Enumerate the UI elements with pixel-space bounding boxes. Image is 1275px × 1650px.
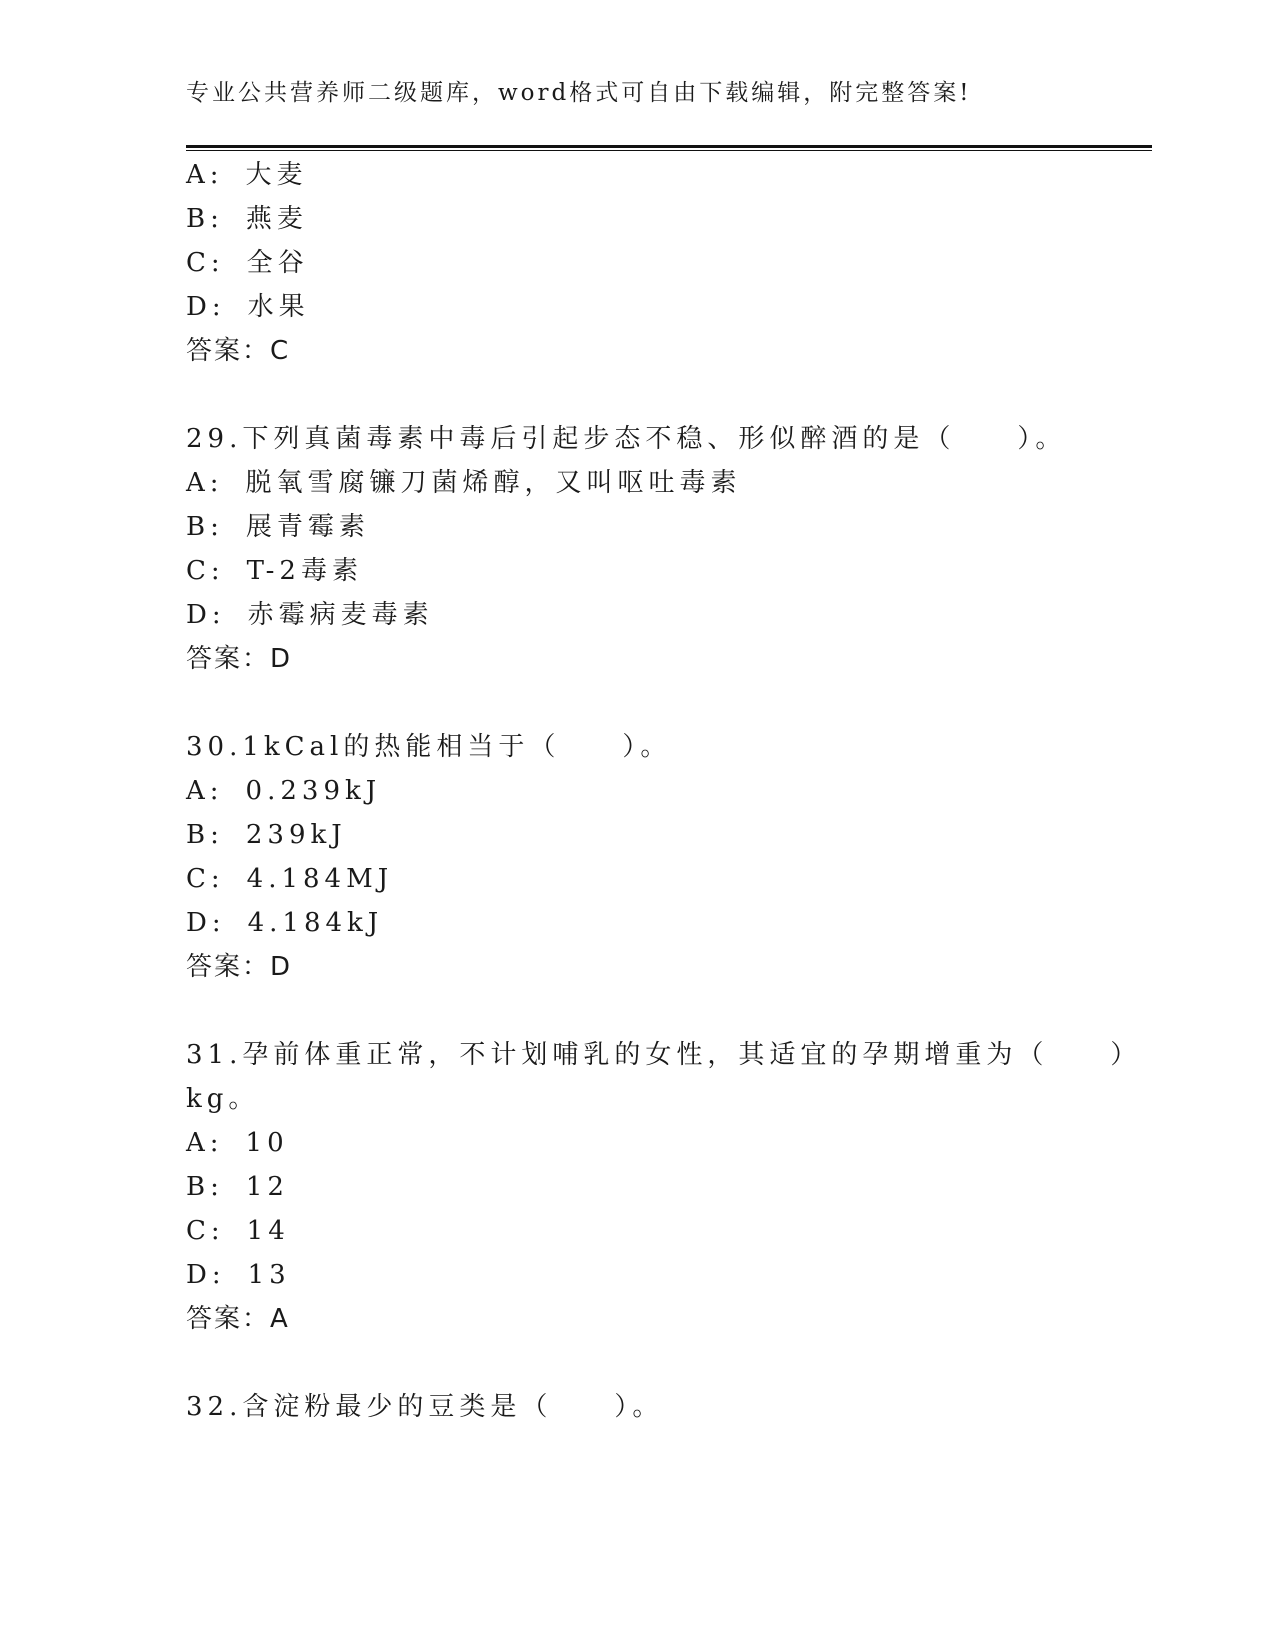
q31-option-c xyxy=(186,1214,290,1248)
option-letter: B: xyxy=(186,1172,224,1202)
option-letter: C: xyxy=(186,864,225,894)
q31-option-a xyxy=(186,1126,289,1160)
header-rule xyxy=(186,145,1152,148)
q31-stem-continued: kg。 xyxy=(186,1084,260,1114)
q30-option-c xyxy=(186,862,393,896)
option-letter: D: xyxy=(186,600,226,630)
option-text: 13 xyxy=(247,1260,291,1290)
prev-option-b xyxy=(186,202,308,236)
q30-option-d xyxy=(186,906,383,940)
option-text: 10 xyxy=(245,1128,289,1158)
option-text: T-2毒素 xyxy=(246,556,363,586)
option-text: 大麦 xyxy=(245,160,308,190)
q31-stem: 31.孕前体重正常，不计划哺乳的女性，其适宜的孕期增重为（ ） xyxy=(186,1040,1142,1070)
option-text: 12 xyxy=(245,1172,289,1202)
q29-option-b xyxy=(186,510,370,544)
option-text: 全谷 xyxy=(246,248,309,278)
option-text: 4.184kJ xyxy=(247,908,384,938)
option-text: 燕麦 xyxy=(245,204,308,234)
option-text: 展青霉素 xyxy=(245,512,370,542)
prev-answer: 答案：C xyxy=(186,336,291,366)
option-text: 14 xyxy=(246,1216,290,1246)
option-letter: A: xyxy=(186,1128,224,1158)
option-letter: C: xyxy=(186,556,225,586)
option-letter: A: xyxy=(186,468,224,498)
q29-option-d xyxy=(186,598,434,632)
option-letter: C: xyxy=(186,248,225,278)
option-text: 水果 xyxy=(247,292,310,322)
option-letter: D: xyxy=(186,908,226,938)
option-letter: B: xyxy=(186,512,224,542)
q30-option-a xyxy=(186,774,381,808)
option-text: 239kJ xyxy=(245,820,347,850)
option-letter: C: xyxy=(186,1216,225,1246)
option-letter: B: xyxy=(186,820,224,850)
q29-answer: 答案：D xyxy=(186,644,293,674)
q31-option-b xyxy=(186,1170,289,1204)
option-text: 赤霉病麦毒素 xyxy=(247,600,434,630)
option-text: 4.184MJ xyxy=(246,864,394,894)
q32-stem: 32.含淀粉最少的豆类是（ ）。 xyxy=(186,1392,664,1422)
q31-answer: 答案：A xyxy=(186,1304,290,1334)
header-rule-thin xyxy=(186,150,1152,151)
option-text: 脱氧雪腐镰刀菌烯醇，又叫呕吐毒素 xyxy=(245,468,742,498)
q29-option-a xyxy=(186,466,742,500)
q29-option-c xyxy=(186,554,363,588)
option-letter: A: xyxy=(186,160,224,190)
q31-option-d xyxy=(186,1258,291,1292)
prev-option-a xyxy=(186,158,308,192)
option-letter: A: xyxy=(186,776,224,806)
option-letter: B: xyxy=(186,204,224,234)
option-letter: D: xyxy=(186,1260,226,1290)
prev-option-c xyxy=(186,246,309,280)
option-text: 0.239kJ xyxy=(245,776,382,806)
option-letter: D: xyxy=(186,292,226,322)
q30-option-b xyxy=(186,818,347,852)
q30-stem: 30.1kCal的热能相当于（ ）。 xyxy=(186,732,672,762)
q29-stem: 29.下列真菌毒素中毒后引起步态不稳、形似醉酒的是（ ）。 xyxy=(186,424,1067,454)
q30-answer: 答案：D xyxy=(186,952,293,982)
page-header: 专业公共营养师二级题库，word格式可自由下载编辑，附完整答案! xyxy=(186,80,972,106)
prev-option-d xyxy=(186,290,310,324)
